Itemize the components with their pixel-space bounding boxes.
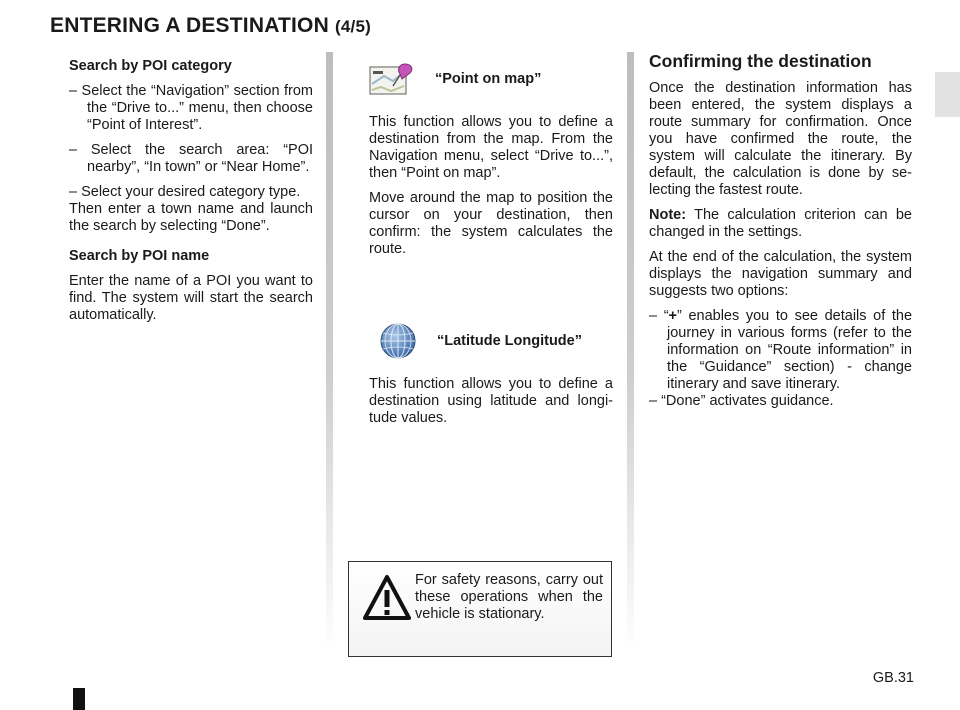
heading-confirming: Confirming the destination (649, 51, 872, 71)
column-divider-right (627, 52, 634, 652)
list-item: – “Done” activates guidance. (649, 393, 834, 409)
title-subtitle: (4/5) (335, 17, 371, 36)
warning-triangle-icon (363, 574, 411, 622)
list-item-text: ” enables you to see details of the journey in various forms (refer to the information on “Route information” in the “Guidance” section) - change itinerary and save itinerary. (667, 308, 913, 392)
paragraph: This function allows you to define a destination using latitude and longi- tude values. (369, 376, 613, 426)
column-confirm (649, 50, 912, 418)
safety-warning-box (348, 561, 612, 657)
page-number: GB.31 (872, 670, 914, 686)
list-item: – Select the “Navigation” section from the “Drive to...” menu, then choose “Point of Interest”. (69, 83, 313, 133)
corner-mark (73, 688, 85, 710)
list-item (649, 308, 912, 393)
column-map-options (369, 58, 613, 435)
paragraph: Enter the name of a POI you want to find. The system will start the search automatically. (69, 273, 313, 323)
paragraph: At the end of the calculation, the system displays the navigation summary and suggests two options: (649, 249, 912, 299)
plus-symbol: + (668, 308, 677, 324)
column-divider-left (326, 52, 333, 652)
point-on-map-label: “Point on map” (435, 70, 542, 87)
column-poi (69, 58, 313, 332)
heading-poi-name: Search by POI name (69, 248, 210, 264)
list-item: – Select the search area: “POI nearby”, “In town” or “Near Home”. (69, 142, 313, 175)
paragraph: Move around the map to position the cursor on your destination, then confirm: the system calculates the route. (369, 190, 613, 257)
paragraph: This function allows you to define a destination from the map. From the Navigation menu, select “Drive to...”, then “Point on map”. (369, 114, 613, 181)
heading-poi-category: Search by POI category (69, 58, 232, 74)
paragraph: Once the destination information has been entered, the system displays a route summary for confirmation. Once you have confirmed the route, the system will calculate the itinerary. By default, the calculation is done by se- lecting the fastest route. (649, 80, 912, 198)
note-paragraph (649, 207, 912, 241)
page-title (50, 14, 371, 38)
globe-icon (379, 322, 417, 360)
paragraph: Then enter a town name and launch the search by selecting “Done”. (69, 201, 313, 234)
title-text: ENTERING A DESTINATION (50, 14, 329, 37)
point-on-map-row (369, 58, 613, 100)
note-text: The calculation criterion can be changed in the settings. (649, 207, 912, 240)
warning-text: For safety reasons, carry out these operations when the vehicle is stationary. (415, 572, 603, 622)
list-item-prefix: – “ (649, 308, 669, 324)
map-pin-icon (369, 62, 415, 96)
list-item: – Select your desired category type. (69, 184, 301, 200)
note-label: Note: (649, 207, 687, 223)
latitude-longitude-label: “Latitude Longitude” (437, 332, 582, 349)
latitude-longitude-row (369, 320, 613, 362)
section-tab (935, 72, 960, 117)
